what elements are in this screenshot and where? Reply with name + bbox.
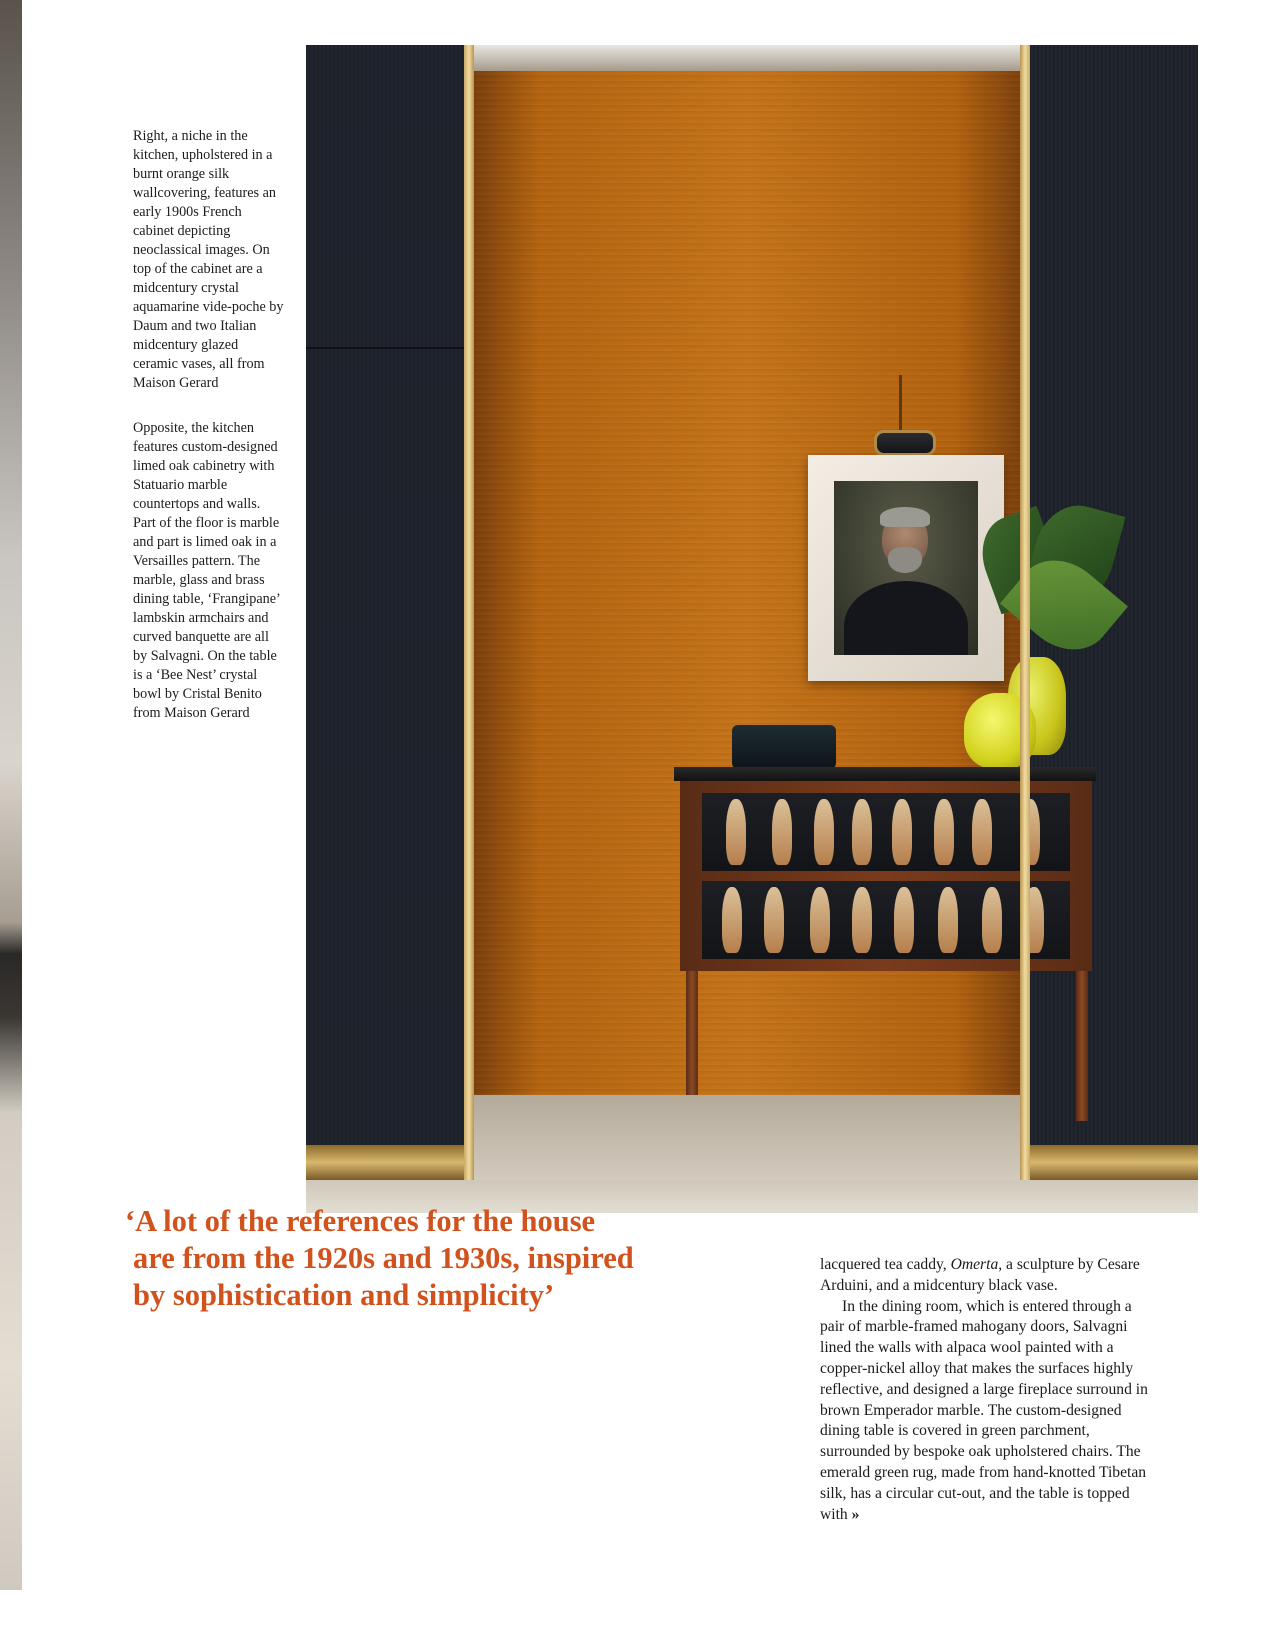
- black-cabinetry-left: [306, 45, 464, 1205]
- pull-quote-line: ‘A lot of the references for the house: [125, 1204, 596, 1238]
- body-paragraph: In the dining room, which is entered through a pair of marble-framed mahogany doors, Salvagni lined the walls with alpaca wool painted with a copper-nickel alloy that makes the surfaces highly reflective, and designed a large fireplace surround in brown Emperador marble. The custom-designed dining table is covered in green parchment, surrounded by bespoke oak upholstered chairs. The emerald green rug, made from hand-knotted Tibetan silk, has a circular cut-out, and the table is topped with »: [820, 1297, 1148, 1523]
- pull-quote-line: by sophistication and simplicity’: [133, 1278, 555, 1312]
- kitchen-niche-photo: [306, 45, 1198, 1213]
- french-cabinet: [680, 781, 1092, 971]
- cabinet-drawer-top: [702, 793, 1070, 871]
- pull-quote-line: are from the 1920s and 1930s, inspired: [133, 1241, 634, 1275]
- artwork-title: Omerta: [950, 1256, 999, 1273]
- cabinet-drawer-bottom: [702, 881, 1070, 959]
- body-paragraph: lacquered tea caddy, Omerta, a sculpture by Cesare Arduini, and a midcentury black vase.: [820, 1256, 1140, 1294]
- facing-page-edge: [0, 0, 22, 1590]
- continue-arrow-icon: »: [851, 1505, 860, 1523]
- photo-caption-right: Right, a niche in the kitchen, upholstered in a burnt orange silk wallcovering, features an early 1900s French cabinet depicting neoclassical images. On top of the cabinet are a midcentury crystal aquamarine vide-poche by Daum and two Italian midcentury glazed ceramic vases, all from Maison Gerard: [133, 128, 284, 391]
- orange-silk-niche: [474, 45, 1020, 1180]
- photo-caption-opposite: Opposite, the kitchen features custom-designed limed oak cabinetry with Statuario marble countertops and walls. Part of the floor is marble and part is limed oak in a Versailles pattern. The marble, glass and brass dining table, ‘Frangipane’ lambskin armchairs and curved banquette are all by Salvagni. On the table is a ‘Bee Nest’ crystal bowl by Cristal Benito from Maison Gerard: [133, 420, 280, 721]
- pull-quote: [125, 1203, 725, 1314]
- palm-leaves: [974, 505, 1144, 675]
- tea-caddy: [732, 725, 836, 769]
- picture-lamp: [874, 430, 936, 456]
- article-body: [820, 1255, 1150, 1525]
